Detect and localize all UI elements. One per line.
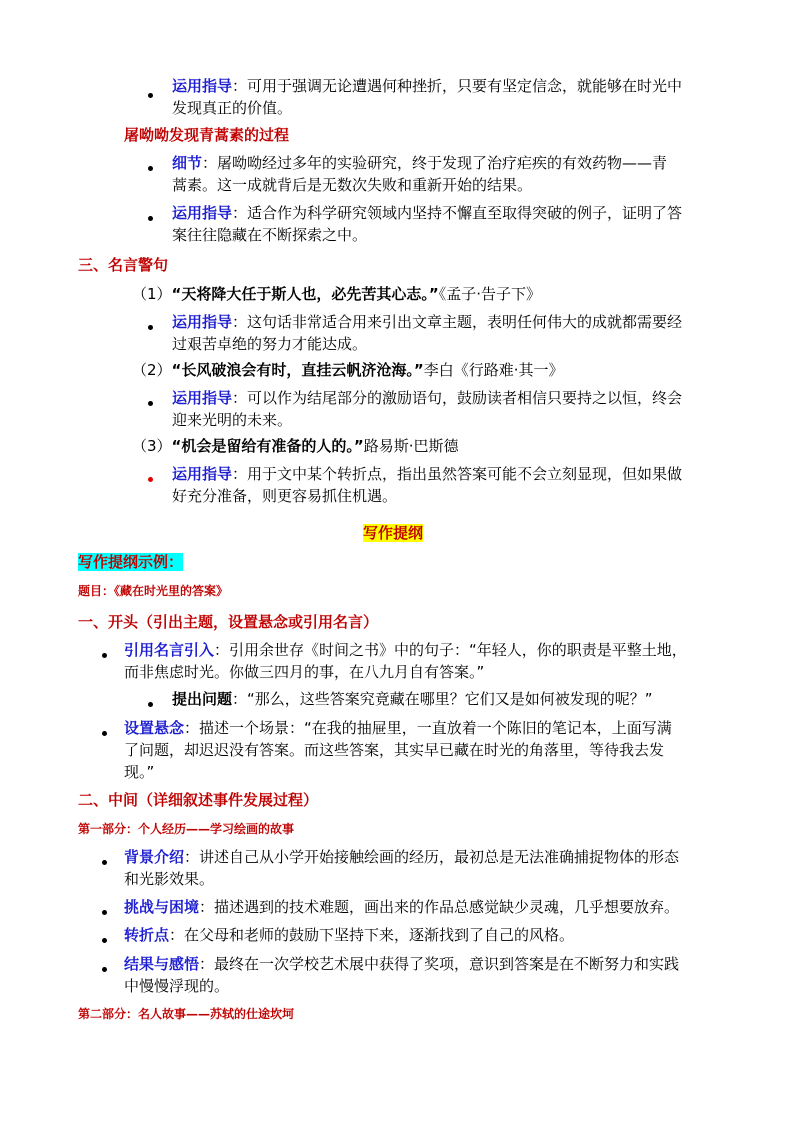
- bullet-icon: [102, 860, 107, 865]
- detail-item: 细节：屠呦呦经过多年的实验研究，终于发现了治疗疟疾的有效药物——青: [172, 154, 668, 172]
- quote-source: 《孟子·告子下》: [438, 285, 542, 303]
- usage-label: 运用指导: [172, 313, 233, 331]
- quote-text: “天将降大任于斯人也，必先苦其心志。”: [171, 285, 439, 303]
- bullet-icon: [148, 216, 153, 221]
- bullet-icon: [148, 477, 153, 482]
- quote-intro-cont: 而非焦虑时光。你做三四月的事，在八九月自有答案。”: [124, 663, 485, 681]
- usage-item-cont: 发现真正的价值。: [172, 99, 293, 117]
- item-label: 提出问题: [172, 690, 233, 708]
- bullet-icon: [102, 653, 107, 658]
- usage-item: 运用指导：适合作为科学研究领域内坚持不懈直至取得突破的例子，证明了答: [172, 204, 683, 222]
- outline-title: 写作提纲: [363, 524, 424, 542]
- suspense-cont: 了问题，却迟迟没有答案。而这些答案，其实早已藏在时光的角落里，等待我去发: [124, 741, 665, 759]
- quote-source: 李白《行路难·其一》: [423, 361, 564, 379]
- detail-item-cont: 蒿素。这一成就背后是无数次失败和重新开始的结果。: [172, 176, 533, 194]
- usage-item: 运用指导：这句话非常适合用来引出文章主题，表明任何伟大的成就都需要经: [172, 313, 683, 331]
- usage-label: 运用指导: [172, 389, 233, 407]
- bullet-icon: [102, 910, 107, 915]
- part2-heading: 二、中间（详细叙述事件发展过程）: [78, 791, 319, 809]
- list-item: 结果与感悟：最终在一次学校艺术展中获得了奖项，意识到答案是在不断努力和实践: [124, 955, 680, 973]
- item-label: 转折点: [124, 926, 170, 944]
- usage-item-cont: 过艰苦卓绝的努力才能达成。: [172, 335, 368, 353]
- usage-label: 运用指导: [172, 77, 233, 95]
- list-item-cont: 中慢慢浮现的。: [124, 977, 230, 995]
- quote-intro-item: 引用名言引入：引用余世存《时间之书》中的句子：“年轻人，你的职责是平整土地，: [124, 641, 687, 659]
- list-item: 挑战与困境：描述遇到的技术难题，画出来的作品总感觉缺少灵魂，几乎想要放弃。: [124, 898, 680, 916]
- item-label: 设置悬念: [124, 719, 185, 737]
- quote-1: （1）“天将降大任于斯人也，必先苦其心志。”《孟子·告子下》: [132, 285, 542, 303]
- bullet-icon: [148, 702, 153, 707]
- bullet-icon: [148, 166, 153, 171]
- quote-2: （2）“长风破浪会有时，直挂云帆济沧海。”李白《行路难·其一》: [132, 361, 564, 379]
- usage-label: 运用指导: [172, 465, 233, 483]
- list-item: 背景介绍：讲述自己从小学开始接触绘画的经历，最初总是无法准确捕捉物体的形态: [124, 848, 680, 866]
- list-item: 转折点：在父母和老师的鼓励下坚持下来，逐渐找到了自己的风格。: [124, 926, 575, 944]
- usage-item: 运用指导：用于文中某个转折点，指出虽然答案可能不会立刻显现，但如果做: [172, 465, 683, 483]
- outline-topic: 题目：《藏在时光里的答案》: [78, 584, 229, 598]
- detail-label: 细节: [172, 154, 203, 172]
- question-item: 提出问题：“那么，这些答案究竟藏在哪里？它们又是如何被发现的呢？”: [172, 690, 653, 708]
- usage-item: 运用指导：可以作为结尾部分的激励语句，鼓励读者相信只要持之以恒，终会: [172, 389, 683, 407]
- quote-source: 路易斯·巴斯德: [363, 437, 459, 455]
- bullet-icon: [102, 938, 107, 943]
- quote-3: （3）“机会是留给有准备的人的。”路易斯·巴斯德: [132, 437, 459, 455]
- item-label: 结果与感悟: [124, 955, 200, 973]
- list-item-cont: 和光影效果。: [124, 870, 215, 888]
- bullet-icon: [148, 93, 153, 98]
- subheading-tu-youyou: 屠呦呦发现青蒿素的过程: [124, 126, 290, 144]
- usage-item: 运用指导：可用于强调无论遭遇何种挫折，只要有坚定信念，就能够在时光中: [172, 77, 683, 95]
- section-heading-quotes: 三、名言警句: [78, 256, 169, 274]
- item-label: 挑战与困境: [124, 898, 200, 916]
- part2-sub1: 第一部分：个人经历——学习绘画的故事: [78, 822, 295, 836]
- usage-item-cont: 案往往隐藏在不断探索之中。: [172, 226, 368, 244]
- bullet-icon: [148, 325, 153, 330]
- quote-text: “机会是留给有准备的人的。”: [171, 437, 364, 455]
- part1-heading: 一、开头（引出主题，设置悬念或引用名言）: [78, 613, 379, 631]
- quote-text: “长风破浪会有时，直挂云帆济沧海。”: [171, 361, 424, 379]
- outline-example-label: 写作提纲示例：: [78, 553, 184, 571]
- usage-item-cont: 好充分准备，则更容易抓住机遇。: [172, 487, 398, 505]
- bullet-icon: [148, 401, 153, 406]
- bullet-icon: [102, 731, 107, 736]
- suspense-cont: 现。”: [124, 763, 155, 781]
- suspense-item: 设置悬念：描述一个场景：“在我的抽屉里，一直放着一个陈旧的笔记本，上面写满: [124, 719, 672, 737]
- item-label: 引用名言引入: [124, 641, 215, 659]
- item-label: 背景介绍: [124, 848, 185, 866]
- part2-sub2: 第二部分：名人故事——苏轼的仕途坎坷: [78, 1007, 295, 1021]
- usage-item-cont: 迎来光明的未来。: [172, 411, 293, 429]
- bullet-icon: [102, 967, 107, 972]
- usage-label: 运用指导: [172, 204, 233, 222]
